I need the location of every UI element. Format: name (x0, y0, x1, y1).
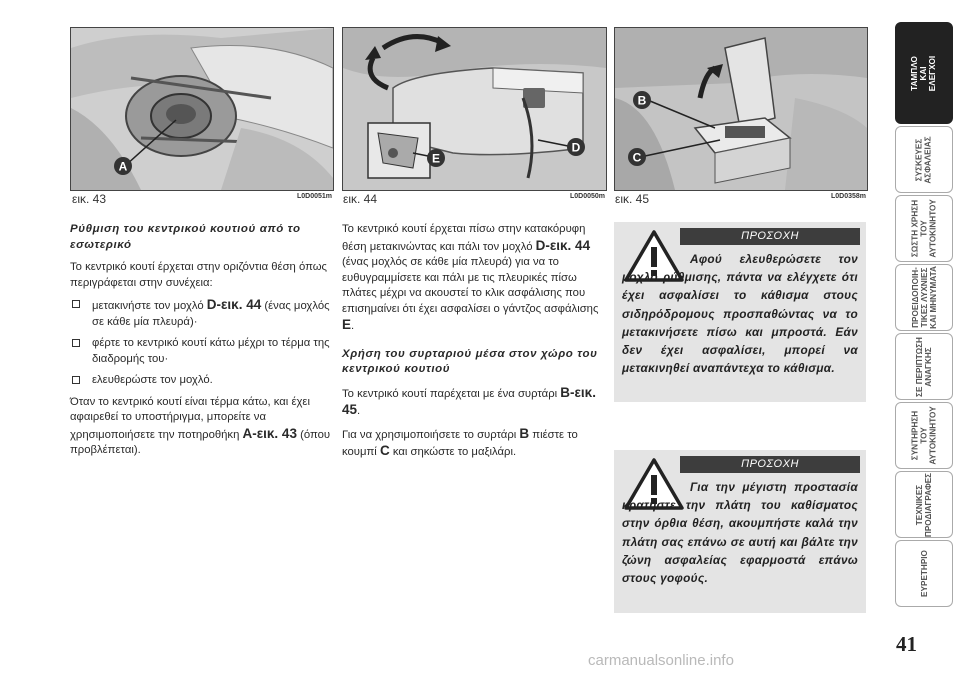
warning-box-2 (614, 450, 866, 613)
warning-2-title: ΠΡΟΣΟΧΗ (680, 456, 860, 473)
tab-dashboard-controls[interactable]: ΤΑΜΠΛΟ ΚΑΙ ΕΛΕΓΧΟΙ (895, 22, 953, 124)
col2-paragraph-2: Το κεντρικό κουτί παρέχεται με ένα συρτάρι B-εικ. 45. (342, 384, 596, 417)
warning-2-text: Για την μέγιστη προστασία κρατήστε την πλάτη του καθίσματος στην όρθια θέση, ακουμπήστε καλά την πλάτη σας επάνω σε αυτή και βάλτε την ζώνη ασφαλείας εφαρμοστά επάνω στους γοφούς. (622, 480, 858, 586)
fig44-code: L0D0050m (569, 193, 605, 200)
chapter-tabs (893, 0, 960, 677)
fig45-code: L0D0358m (830, 193, 866, 200)
list-item: μετακινήστε τον μοχλό D-εικ. 44 (ένας μοχλός σε κάθε μία πλευρά)· (70, 297, 332, 330)
col2-heading: Χρήση του συρταριού μέσα στον χώρο του κεντρικού κουτιού (342, 347, 598, 375)
checkbox-bullet-icon (72, 376, 80, 384)
col2-paragraph-3: Για να χρησιμοποιήσετε το συρτάρι B πιέστε το κουμπί C και σηκώστε το μαξιλάρι. (342, 425, 578, 458)
warning-box-1 (614, 222, 866, 402)
watermark: carmanualsonline.info (588, 652, 734, 669)
col1-intro: Το κεντρικό κουτί έρχεται στην οριζόντια θέση όπως περιγράφεται στην συνέχεια: (70, 261, 327, 289)
tab-warning-lights[interactable]: ΠΡΟΕΙΔΟΠΟΙΗ- ΤΙΚΕΣ ΛΥΧΝΙΕΣ ΚΑΙ ΜΗΝΥΜΑΤΑ (895, 264, 953, 331)
figure-43-image (70, 27, 334, 191)
figure-45-image (614, 27, 868, 191)
checkbox-bullet-icon (72, 300, 80, 308)
column-2 (342, 222, 605, 467)
tab-correct-use[interactable]: ΣΩΣΤΗ ΧΡΗΣΗ ΤΟΥ ΑΥΤΟΚΙΝΗΤΟΥ (895, 195, 953, 262)
tab-maintenance[interactable]: ΣΥΝΤΗΡΗΣΗ ΤΟΥ ΑΥΤΟΚΙΝΗΤΟΥ (895, 402, 953, 469)
figure-44-image (342, 27, 607, 191)
col2-paragraph-1: Το κεντρικό κουτί έρχεται πίσω στην κατακόρυφη θέση μετακινώντας και πάλι τον μοχλό D-εικ. 44 (ένας μοχλός σε κάθε μία πλευρά) για να το ευθυγραμμίσετε και πάλι με τις πλευρικές πίσω πλάτες μέχρι να ακουστεί το κλικ ασφάλισης που επισημαίνει ότι έχει ασφαλίσει ο γάντζος ασφάλισης E. (342, 223, 599, 332)
tab-index[interactable]: ΕΥΡΕΤΗΡΙΟ (895, 540, 953, 607)
checkbox-bullet-icon (72, 339, 80, 347)
list-item: φέρτε το κεντρικό κουτί κάτω μέχρι το τέρμα της διαδρομής του· (70, 336, 332, 367)
fig43-label-a: A (118, 159, 128, 174)
fig43-caption: εικ. 43 (72, 192, 107, 206)
col1-heading: Ρύθμιση του κεντρικού κουτιού από το εσωτερικό (70, 223, 301, 251)
list-item: ελευθερώστε τον μοχλό. (70, 373, 332, 389)
fig45-label-b: B (637, 93, 647, 108)
tab-technical-specs[interactable]: ΤΕΧΝΙΚΕΣ ΠΡΟΔΙΑΓΡΑΦΕΣ (895, 471, 953, 538)
fig44-label-d: D (571, 140, 581, 155)
col1-outro: Όταν το κεντρικό κουτί είναι τέρμα κάτω, και έχει αφαιρεθεί το υποστήριγμα, μπορείτε να χρησιμοποιήσετε την ποτηροθήκη A-εικ. 43 (όπου προβλέπεται). (70, 395, 331, 456)
warning-1-title: ΠΡΟΣΟΧΗ (680, 228, 860, 245)
fig45-label-c: C (632, 150, 642, 165)
column-1 (70, 222, 332, 465)
fig44-label-e: E (431, 151, 441, 166)
col1-bullet-list (70, 297, 332, 389)
tab-safety-devices[interactable]: ΣΥΣΚΕΥΕΣ ΑΣΦΑΛΕΙΑΣ (895, 126, 953, 193)
tab-emergency[interactable]: ΣΕ ΠΕΡΙΠΤΩΣΗ ΑΝΑΓΚΗΣ (895, 333, 953, 400)
page-number: 41 (896, 632, 917, 656)
fig45-caption: εικ. 45 (615, 192, 650, 206)
fig44-caption: εικ. 44 (343, 192, 378, 206)
warning-1-text: Αφού ελευθερώσετε τον μοχλό ρύθμισης, πάντα να ελέγχετε ότι έχει ασφαλίσει το κάθισμα στους σιδηρόδρομους προσπαθώντας να το μετακινήσετε πίσω και μπροστά. Εάν δεν έχει ασφαλίσει, μπορεί να μετακινηθεί αναπάντεχα το κάθισμα. (622, 252, 858, 376)
fig43-code: L0D0051m (296, 193, 332, 200)
